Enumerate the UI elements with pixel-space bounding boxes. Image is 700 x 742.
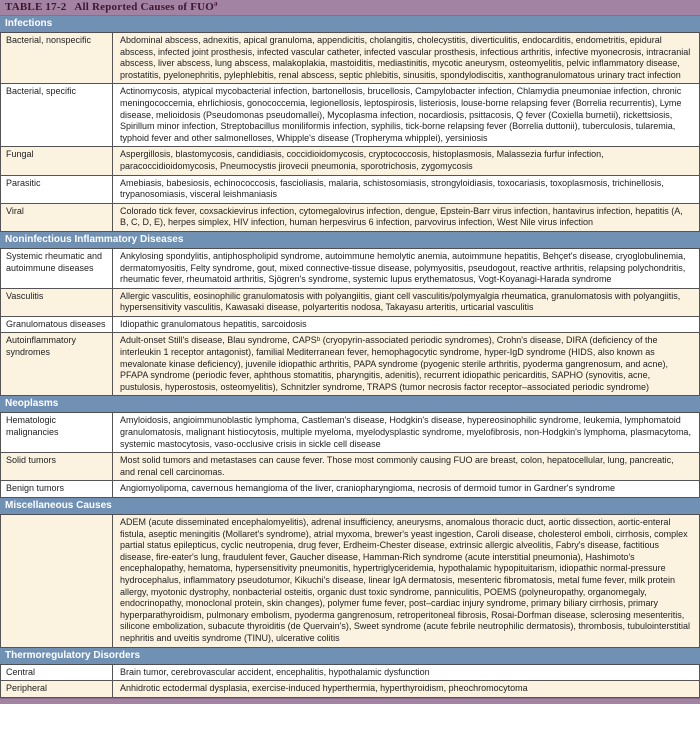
section-header-thermoregulatory: Thermoregulatory Disorders — [0, 648, 700, 665]
row-content: Amyloidosis, angioimmunoblastic lymphoma, Castleman's disease, Hodgkin's disease, hypereosinophilic syndrome, leukemia, lymphomatoid granulomatosis, malignant histiocytosis, multiple myeloma, myelodysplastic syndrome, myelofibrosis, non-Hodgkin's lymphoma, plasmacytoma, systemic mastocytosis, vaso-occlusive crisis in sickle cell disease — [120, 415, 691, 449]
row-label: Central — [1, 665, 113, 681]
row-content: Aspergillosis, blastomycosis, candidiasis, coccidioidomycosis, cryptococcosis, histoplasmosis, Malassezia furfur infection, paracoccidioidomycosis, Pneumocystis jirovecii pneumonia, sporotrichosis, zygomycosis — [120, 149, 604, 171]
section-header-neoplasms: Neoplasms — [0, 396, 700, 413]
section-header-noninfectious-inflammatory: Noninfectious Inflammatory Diseases — [0, 232, 700, 249]
row-label — [1, 515, 113, 647]
row-content: Angiomyolipoma, cavernous hemangioma of the liver, craniopharyngioma, necrosis of dermoid tumor in Gardner's syndrome — [120, 483, 615, 494]
row-label: Benign tumors — [1, 481, 113, 497]
section-header-infections: Infections — [0, 16, 700, 33]
table-footnote-marker: a — [214, 0, 218, 8]
row-label: Parasitic — [1, 176, 113, 203]
row-viral — [0, 204, 700, 232]
row-granulomatous-diseases — [0, 317, 700, 334]
row-content: Idiopathic granulomatous hepatitis, sarcoidosis — [120, 318, 307, 329]
row-content: Anhidrotic ectodermal dysplasia, exercise-induced hyperthermia, hyperthyroidism, pheochromocytoma — [120, 683, 528, 694]
row-label: Systemic rheumatic and autoimmune diseases — [1, 249, 113, 288]
row-parasitic — [0, 176, 700, 204]
row-miscellaneous — [0, 515, 700, 648]
row-label: Bacterial, specific — [1, 84, 113, 146]
row-content: Ankylosing spondylitis, antiphospholipid syndrome, autoimmune hemolytic anemia, autoimmune hepatitis, Behçet's disease, cryoglobulinemia, dermatomyositis, Felty syndrome, gout, mixed connective-tissue disease, polymyositis, pseudogout, reactive arthritis, relapsing polychondritis, rheumatic fever, rheumatoid arthritis, Sjögren's syndrome, systemic lupus erythematosus, Vogt-Koyanagi-Harada syndrome — [120, 250, 686, 285]
row-label: Autoinflammatory syndromes — [1, 333, 113, 395]
row-content: ADEM (acute disseminated encephalomyelitis), adrenal insufficiency, aneurysms, anomalous thoracic duct, aortic dissection, aortic-enteral fistula, aseptic meningitis (Mollaret's syndrome), atrial myxoma, brewer's yeast ingestion, Caroli disease, cholesterol emboli, cirrhosis, complex partial status epilepticus, cyclic neutropenia, drug fever, Erdheim-Chester disease, extrinsic allergic alveolitis, Fabry's disease, factitious disease, fire-eater's lung, fraudulent fever, Gaucher disease, Hamman-Rich syndrome (acute interstitial pneumonia), Hashimoto's encephalopathy, hematoma, hypersensitivity pneumonitis, hypertriglyceridemia, hypothalamic hypopituitarism, idiopathic normal-pressure hydrocephalus, inflammatory pseudotumor, Kikuchi's disease, linear IgA dermatosis, mesenteric fibromatosis, metal fume fever, milk protein allergy, myotonic dystrophy, nonbacterial osteitis, organic dust toxic syndrome, panniculitis, POEMS (polyneuropathy, organomegaly, endocrinopathy, monoclonal protein, skin changes), polymer fume fever, post–cardiac injury syndrome, primary biliary cirrhosis, primary hyperparathyroidism, pulmonary embolism, pyoderma gangrenosum, retroperitoneal fibrosis, Rosai-Dorfman disease, sclerosing mesenteritis, silicone embolization, subacute thyroiditis (de Quervain's), Sweet syndrome (acute febrile neutrophilic dermatosis), thrombosis, tubulointerstitial nephritis and uveitis syndrome (TINU), ulcerative colitis — [120, 517, 690, 643]
section-header-miscellaneous: Miscellaneous Causes — [0, 498, 700, 515]
row-content: Amebiasis, babesiosis, echinococcosis, fascioliasis, malaria, schistosomiasis, strongyloidiasis, toxocariasis, toxoplasmosis, trichinellosis, trypanosomiasis, visceral leishmaniasis — [120, 177, 664, 200]
row-bacterial-nonspecific — [0, 33, 700, 84]
row-vasculitis — [0, 289, 700, 317]
row-bacterial-specific — [0, 84, 700, 147]
row-content: Allergic vasculitis, eosinophilic granulomatosis with polyangiitis, giant cell vasculitis/polymyalgia rheumatica, granulomatosis with polyangiitis, hypersensitivity vasculitis, Kawasaki disease, polyarteritis nodosa, Takayasu arteritis, urticarial vasculitis — [120, 290, 681, 313]
row-hematologic-malignancies — [0, 413, 700, 453]
row-label: Bacterial, nonspecific — [1, 33, 113, 83]
row-label: Viral — [1, 204, 113, 231]
row-central — [0, 665, 700, 682]
table-bottom-rule — [0, 698, 700, 704]
row-label: Peripheral — [1, 681, 113, 697]
row-peripheral — [0, 681, 700, 698]
table-title-bar — [0, 0, 700, 16]
row-content: Adult-onset Still's disease, Blau syndrome, CAPSᵇ (cryopyrin-associated periodic syndromes), Crohn's disease, DIRA (deficiency of the interleukin 1 receptor antagonist), familial Mediterranean fever, hemophagocytic syndrome, hyper-IgD syndrome (HIDS, also known as mevalonate kinase deficiency), juvenile idiopathic arthritis, PAPA syndrome (pyogenic sterile arthritis, pyoderma gangrenosum, and acne), PFAPA syndrome (periodic fever, aphthous stomatitis, pharyngitis, adenitis), recurrent idiopathic pericarditis, SAPHO (synovitis, acne, pustulosis, hyperostosis, osteomyelitis), Schnitzler syndrome, TRAPS (tumor necrosis factor receptor–associated periodic syndrome) — [120, 335, 668, 392]
row-autoinflammatory-syndromes — [0, 333, 700, 396]
row-content: Most solid tumors and metastases can cause fever. Those most commonly causing FUO are breast, colon, hepatocellular, lung, pancreatic, and renal cell carcinomas. — [120, 455, 674, 477]
row-benign-tumors — [0, 481, 700, 498]
table-title: All Reported Causes of FUO — [74, 1, 215, 13]
row-label: Fungal — [1, 147, 113, 174]
row-label: Granulomatous diseases — [1, 317, 113, 333]
row-solid-tumors — [0, 453, 700, 481]
row-label: Solid tumors — [1, 453, 113, 480]
row-content: Abdominal abscess, adnexitis, apical granuloma, appendicitis, cholangitis, cholecystitis, diverticulitis, endocarditis, endometritis, epidural abscess, infected joint prosthesis, infected vascular catheter, infected vascular prosthesis, infectious arthritis, infective myonecrosis, intracranial abscess, liver abscess, lung abscess, malakoplakia, mastoiditis, mediastinitis, mycotic aneurysm, osteomyelitis, pelvic inflammatory disease, prostatitis, pyelonephritis, pylephlebitis, renal abscess, septic phlebitis, sinusitis, spondylodiscitis, xanthogranulomatous urinary tract infection — [120, 35, 691, 80]
row-content: Brain tumor, cerebrovascular accident, encephalitis, hypothalamic dysfunction — [120, 666, 430, 677]
row-fungal — [0, 147, 700, 175]
row-label: Vasculitis — [1, 289, 113, 316]
row-content: Actinomycosis, atypical mycobacterial infection, bartonellosis, brucellosis, Campylobacter infection, Chlamydia pneumoniae infection, chronic meningococcemia, ehrlichiosis, gonococcemia, legionellosis, leptospirosis, listeriosis, louse-borne relapsing fever (Borrelia recurrentis), Lyme disease, melioidosis (Pseudomonas pseudomallei), Mycoplasma infection, nocardiosis, psittacosis, Q fever (Coxiella burnetii), rickettsiosis, Spirillum minor infection, Streptobacillus moniliformis infection, syphilis, tick-borne relapsing fever (Borrelia duttonii), tuberculosis, tularemia, typhoid fever and other salmonelloses, Whipple's disease (Tropheryma whipplei), yersiniosis — [120, 86, 682, 143]
row-systemic-rheumatic — [0, 249, 700, 289]
row-content: Colorado tick fever, coxsackievirus infection, cytomegalovirus infection, dengue, Epstein-Barr virus infection, hantavirus infection, hepatitis (A, B, C, D, E), herpes simplex, HIV infection, human herpesvirus 6 infection, parvovirus infection, West Nile virus infection — [120, 205, 683, 228]
table-number: TABLE 17-2 — [5, 1, 67, 13]
row-label: Hematologic malignancies — [1, 413, 113, 452]
